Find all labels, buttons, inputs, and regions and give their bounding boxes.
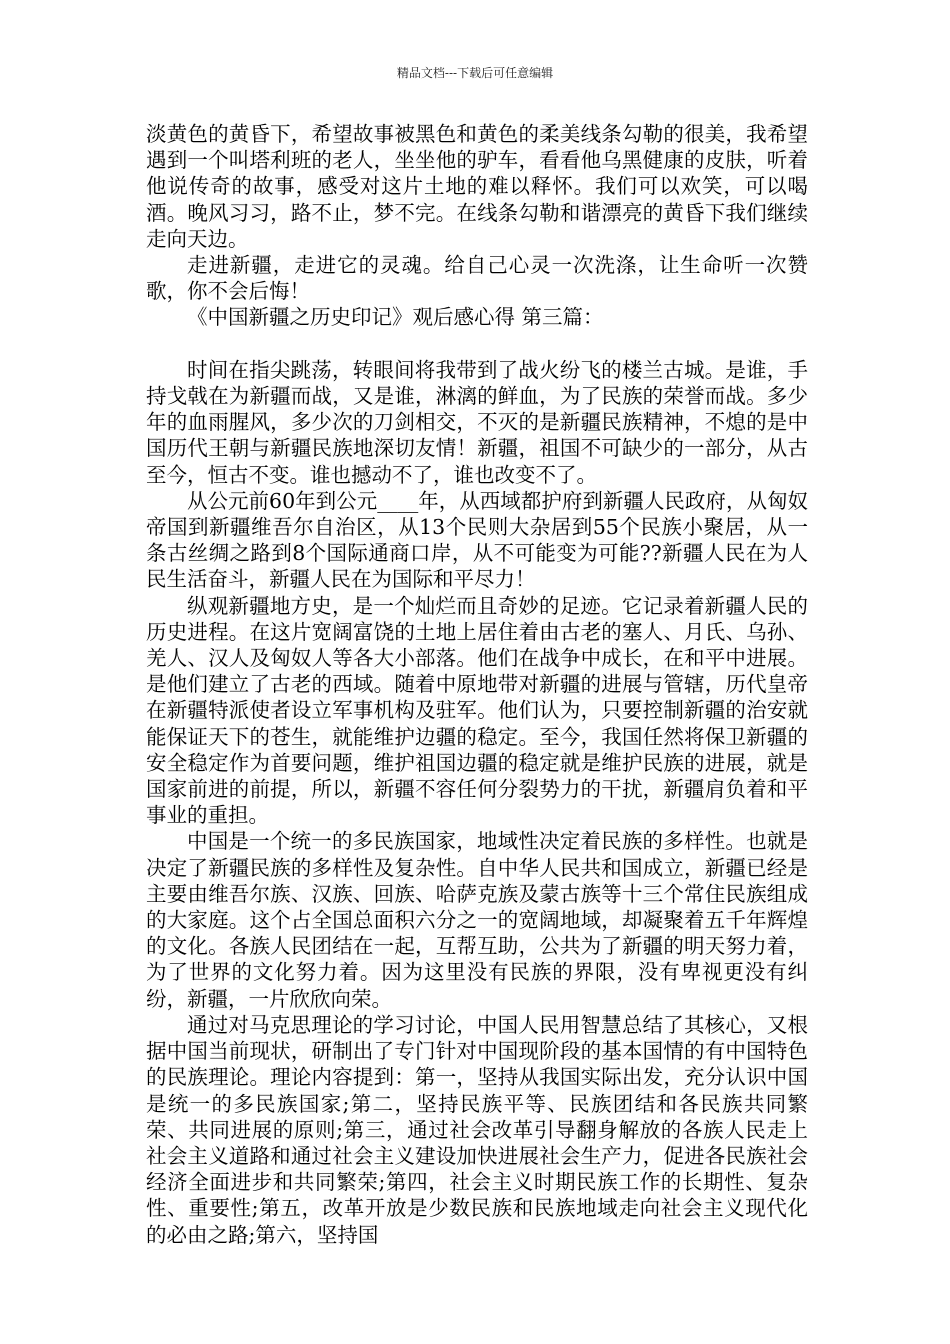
paragraph-2: 走进新疆，走进它的灵魂。给自己心灵一次洗涤，让生命听一次赞歌，你不会后悔！	[146, 253, 808, 304]
paragraph-6: 中国是一个统一的多民族国家，地域性决定着民族的多样性。也就是决定了新疆民族的多样性及复杂性。自中华人民共和国成立，新疆已经是主要由维吾尔族、汉族、回族、哈萨克族及蒙古族等十三个常住民族组成的大家庭。这个占全国总面积六分之一的宽阔地域，却凝聚着五千年辉煌的文化。各族人民团结在一起，互帮互助，公共为了新疆的明天努力着，为了世界的文化努力着。因为这里没有民族的界限，没有卑视更没有纠纷，新疆，一片欣欣向荣。	[146, 829, 808, 1011]
blank-line	[146, 331, 808, 357]
section-heading: 《中国新疆之历史印记》观后感心得 第三篇：	[187, 305, 604, 330]
paragraph-4: 从公元前60年到公元____年，从西域都护府到新疆人民政府，从匈奴帝国到新疆维吾尔自治区，从13个民则大杂居到55个民族小聚居，从一条古丝绸之路到8个国际通商口岸，从不可能变为可能??新疆人民在为人民生活奋斗，新疆人民在为国际和平尽力！	[146, 488, 808, 592]
paragraph-5: 纵观新疆地方史，是一个灿烂而且奇妙的足迹。它记录着新疆人民的历史进程。在这片宽阔富饶的土地上居住着由古老的塞人、月氏、乌孙、羌人、汉人及匈奴人等各大小部落。他们在战争中成长，在和平中进展。是他们建立了古老的西域。随着中原地带对新疆的进展与管辖，历代皇帝在新疆特派使者设立军事机构及驻军。他们认为，只要控制新疆的治安就能保证天下的苍生，就能维护边疆的稳定。至今，我国任然将保卫新疆的安全稳定作为首要问题，维护祖国边疆的稳定就是维护民族的进展，就是国家前进的前提，所以，新疆不容任何分裂势力的干扰，新疆肩负着和平事业的重担。	[146, 593, 808, 828]
paragraph-3: 时间在指尖跳荡，转眼间将我带到了战火纷飞的楼兰古城。是谁，手持戈戟在为新疆而战，又是谁，淋漓的鲜血，为了民族的荣誉而战。多少年的血雨腥风，多少次的刀剑相交，不灭的是新疆民族精神，不熄的是中国历代王朝与新疆民族地深切友情！新疆，祖国不可缺少的一部分，从古至今，恒古不变。谁也撼动不了，谁也改变不了。	[146, 357, 808, 487]
paragraph-1: 淡黄色的黄昏下，希望故事被黑色和黄色的柔美线条勾勒的很美，我希望遇到一个叫塔利班的老人，坐坐他的驴车，看看他乌黑健康的皮肤，听着他说传奇的故事，感受对这片土地的难以释怀。我们可以欢笑，可以喝酒。晚风习习，路不止，梦不完。在线条勾勒和谐漂亮的黄昏下我们继续走向天边。	[146, 122, 808, 251]
page-header: 精品文档---下载后可任意编辑	[396, 66, 554, 80]
document-body	[146, 121, 808, 1248]
paragraph-7: 通过对马克思理论的学习讨论，中国人民用智慧总结了其核心，又根据中国当前现状，研制出了专门针对中国现阶段的基本国情的有中国特色的民族理论。理论内容提到：第一，坚持从我国实际出发，充分认识中国是统一的多民族国家;第二，坚持民族平等、民族团结和各民族共同繁荣、共同进展的原则;第三，通过社会改革引导翻身解放的各族人民走上社会主义道路和通过社会主义建设加快进展社会生产力，促进各民族社会经济全面进步和共同繁荣;第四，社会主义时期民族工作的长期性、复杂性、重要性;第五，改革开放是少数民族和民族地域走向社会主义现代化的必由之路;第六，坚持国	[146, 1012, 808, 1247]
